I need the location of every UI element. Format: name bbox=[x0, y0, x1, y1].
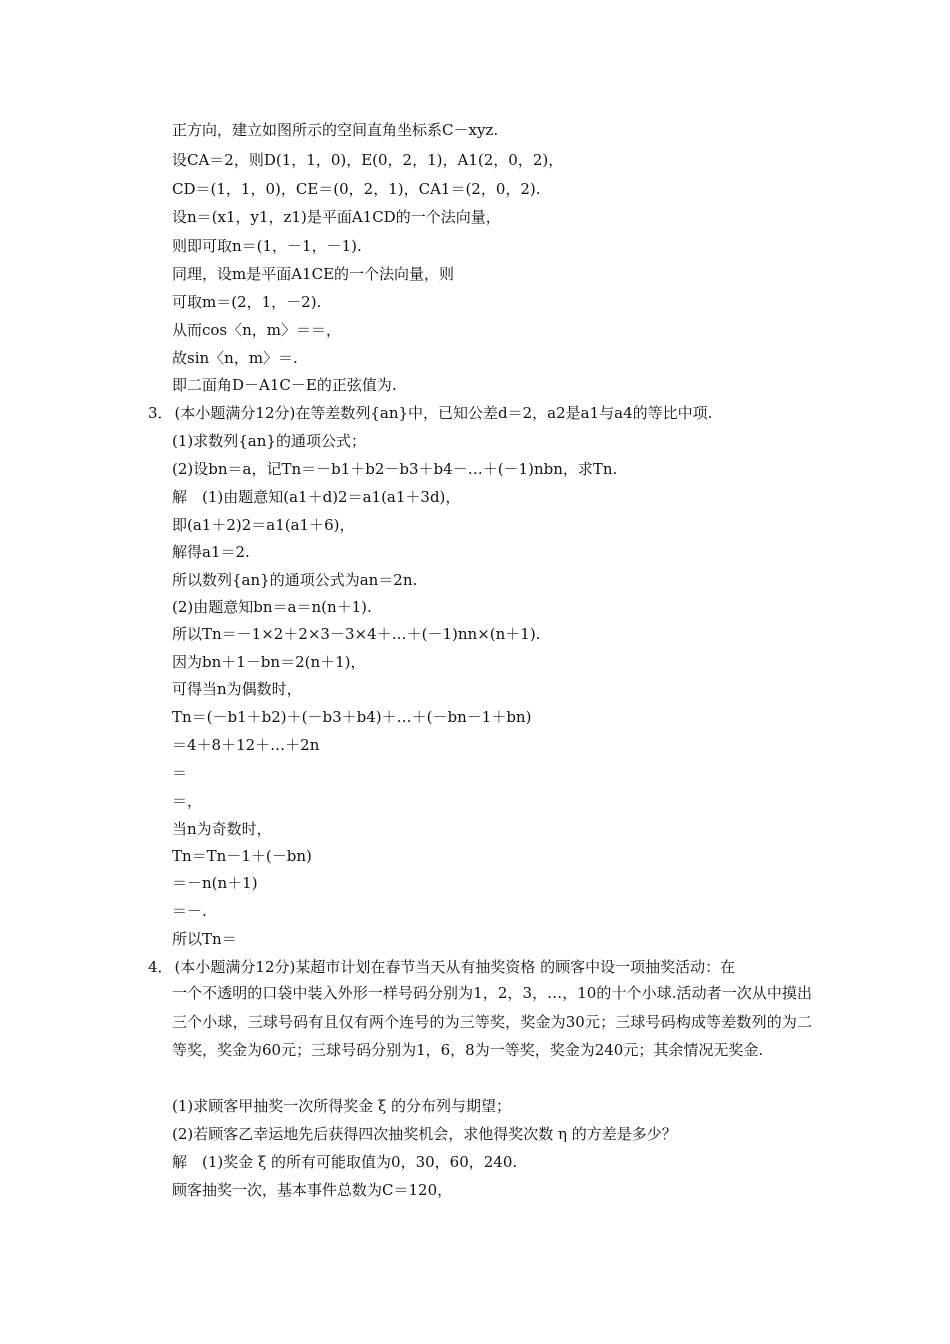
text-line: ＝4＋8＋12＋…＋2n bbox=[172, 736, 320, 754]
text-line: 解 (1)奖金 ξ 的所有可能取值为0，30，60，240. bbox=[172, 1153, 518, 1171]
question-number: 4． bbox=[148, 958, 173, 976]
question-stem: (本小题满分12分)在等差数列{an}中，已知公差d＝2，a2是a1与a4的等比中项. bbox=[174, 404, 713, 422]
text-line: 正方向，建立如图所示的空间直角坐标系C－xyz. bbox=[172, 121, 499, 139]
text-line: 因为bn＋1－bn＝2(n＋1)， bbox=[172, 653, 366, 671]
text-line: ＝， bbox=[172, 792, 203, 810]
text-line: 则即可取n＝(1，－1，－1). bbox=[172, 237, 362, 255]
text-line: 所以数列{an}的通项公式为an＝2n. bbox=[172, 571, 418, 589]
text-line: 即二面角D－A1C－E的正弦值为. bbox=[172, 376, 397, 394]
question-3-stem bbox=[148, 403, 712, 423]
question-number: 3． bbox=[148, 404, 173, 422]
text-line: 可得当n为偶数时， bbox=[172, 680, 302, 698]
text-line: (1)求数列{an}的通项公式； bbox=[172, 432, 366, 450]
question-4-stem bbox=[148, 957, 735, 977]
text-line: (2)设bn＝a，记Tn＝－b1＋b2－b3＋b4－…＋(－1)nbn，求Tn. bbox=[172, 460, 618, 478]
text-line: (2)由题意知bn＝a＝n(n＋1). bbox=[172, 598, 372, 616]
text-line: 解 (1)由题意知(a1＋d)2＝a1(a1＋3d)， bbox=[172, 488, 461, 506]
text-line: 解得a1＝2. bbox=[172, 543, 250, 561]
question-4-paragraph: 一个不透明的口袋中装入外形一样号码分别为1，2，3，…，10的十个小球.活动者一次从中摸出三个小球，三球号码有且仅有两个连号的为三等奖，奖金为30元；三球号码构成等差数列的为二等奖，奖金为60元；三球号码分别为1，6，8为一等奖，奖金为240元；其余情况无奖金. bbox=[172, 984, 812, 1059]
text-line: 所以Tn＝－1×2＋2×3－3×4＋…＋(－1)nn×(n＋1). bbox=[172, 625, 541, 643]
text-line: ＝ bbox=[172, 764, 188, 782]
text-line: CD＝(1，1，0)，CE＝(0，2，1)，CA1＝(2，0，2). bbox=[172, 180, 541, 198]
text-line: (1)求顾客甲抽奖一次所得奖金 ξ 的分布列与期望； bbox=[172, 1097, 512, 1115]
text-line: 设n＝(x1，y1，z1)是平面A1CD的一个法向量， bbox=[172, 208, 501, 226]
text-line: 所以Tn＝ bbox=[172, 930, 237, 948]
text-line: Tn＝(－b1＋b2)＋(－b3＋b4)＋…＋(－bn－1＋bn) bbox=[172, 708, 532, 726]
text-line: 顾客抽奖一次，基本事件总数为C＝120， bbox=[172, 1181, 453, 1199]
text-line: ＝－n(n＋1) bbox=[172, 874, 258, 892]
text-line: ＝－. bbox=[172, 902, 207, 920]
text-line: (2)若顾客乙幸运地先后获得四次抽奖机会，求他得奖次数 η 的方差是多少？ bbox=[172, 1125, 677, 1143]
text-line: 故sin〈n，m〉＝. bbox=[172, 349, 298, 367]
text-line: 即(a1＋2)2＝a1(a1＋6)， bbox=[172, 516, 355, 534]
text-line: 设CA＝2，则D(1，1，0)，E(0，2，1)，A1(2，0，2)， bbox=[172, 151, 564, 169]
text-line: 可取m＝(2，1，－2). bbox=[172, 293, 322, 311]
question-stem: (本小题满分12分)某超市计划在春节当天从有抽奖资格 的顾客中设一项抽奖活动：在 bbox=[174, 958, 736, 976]
text-line: 从而cos〈n，m〉＝＝， bbox=[172, 321, 342, 339]
text-line: Tn＝Tn－1＋(－bn) bbox=[172, 847, 312, 865]
text-line: 当n为奇数时， bbox=[172, 820, 272, 838]
text-line: 同理，设m是平面A1CE的一个法向量，则 bbox=[172, 265, 455, 283]
